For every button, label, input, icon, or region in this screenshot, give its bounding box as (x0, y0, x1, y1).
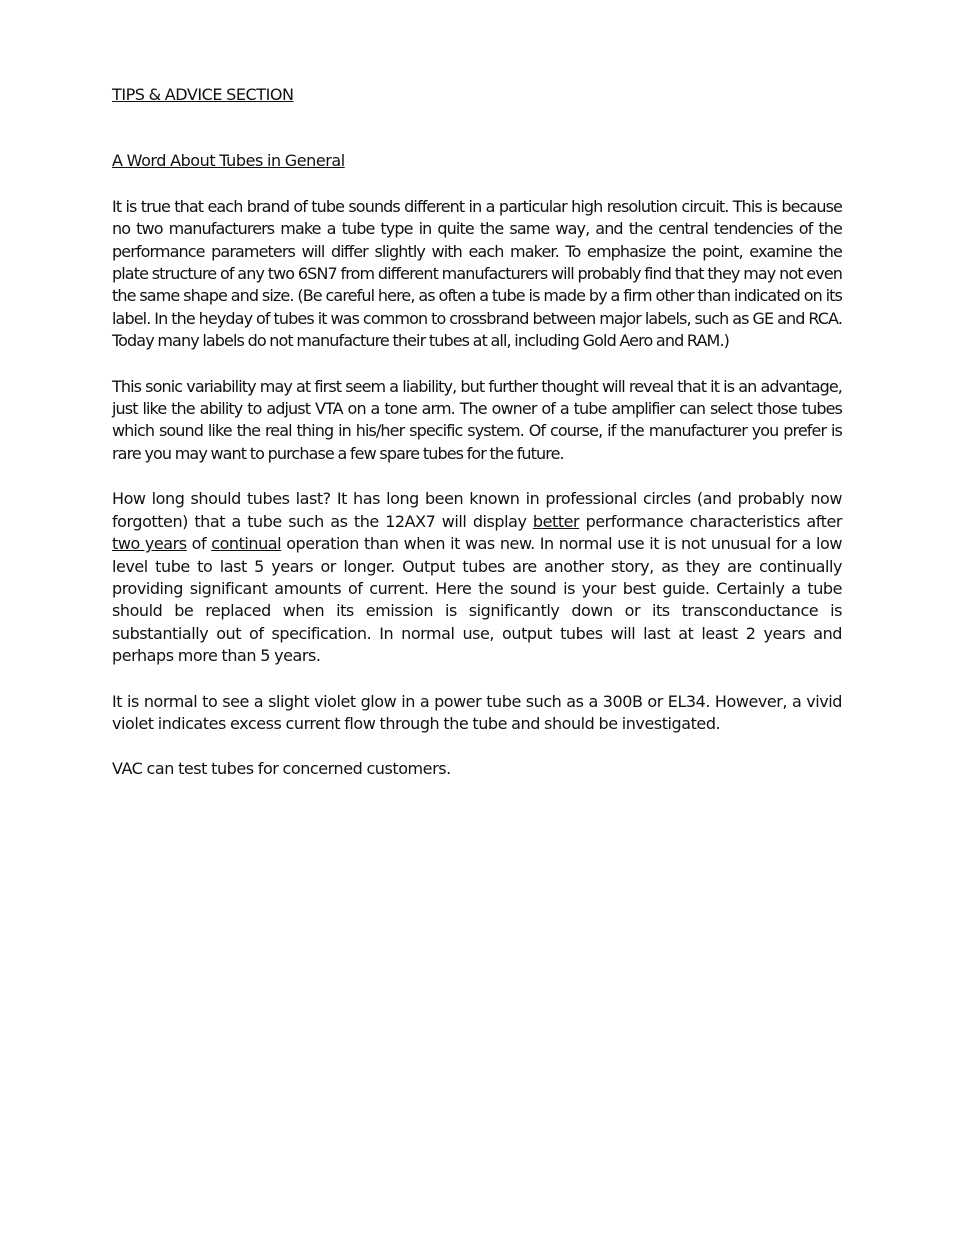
emphasis-continual: continual (211, 534, 282, 554)
document-body (112, 84, 842, 781)
section-title-text: TIPS & ADVICE SECTION (112, 85, 294, 104)
subheading (112, 150, 842, 172)
paragraph-sonic-variability: This sonic variability may at first seem a liability, but further thought will reveal that it is an advantage, just like the ability to adjust VTA on a tone arm. The owner of a tube amplifier can select those tubes which sound like the real thing in his/her specific system. Of course, if the manufacturer you prefer is rare you may want to purchase a few spare tubes for the future. (112, 376, 842, 463)
lifespan-text-3: of (186, 534, 212, 554)
paragraph-violet-glow: It is normal to see a slight violet glow in a power tube such as a 300B or EL34. However, a vivid violet indicates excess current flow through the tube and should be investigated. (112, 691, 842, 733)
lifespan-text-4: operation than when it was new. In normal use it is not unusual for a low level tube to last 5 years or longer. Output tubes are another story, as they are continually providing significant amounts of current. Here the sound is your best guide. Certainly a tube should be replaced when its emission is significantly down or its transconductance is substantially out of specification. In normal use, output tubes will last at least 2 years and perhaps more than 5 years. (112, 534, 842, 666)
paragraph-brand-differences: It is true that each brand of tube sounds different in a particular high resolution circuit. This is because no two manufacturers make a tube type in quite the same way, and the central tendencies of the performance parameters will differ slightly with each maker. To emphasize the point, examine the plate structure of any two 6SN7 from different manufacturers will probably find that they may not even the same shape and size. (Be careful here, as often a tube is made by a firm other than indicated on its label. In the heyday of tubes it was common to crossbrand between major labels, such as GE and RCA. Today many labels do not manufacture their tubes at all, including Gold Aero and RAM.) (112, 196, 842, 351)
emphasis-two-years: two years (112, 534, 187, 554)
paragraph-tube-lifespan (112, 488, 842, 667)
lifespan-text-1: How long should tubes last? It has long been known in professional circles (and probably now forgotten) that a tube such as the 12AX7 will display (112, 489, 842, 531)
emphasis-better: better (532, 511, 580, 531)
subheading-text: A Word About Tubes in General (112, 151, 345, 171)
lifespan-text-2: performance characteristics after (579, 511, 843, 531)
section-title (112, 84, 842, 106)
paragraph-tube-testing: VAC can test tubes for concerned customers. (112, 759, 451, 779)
